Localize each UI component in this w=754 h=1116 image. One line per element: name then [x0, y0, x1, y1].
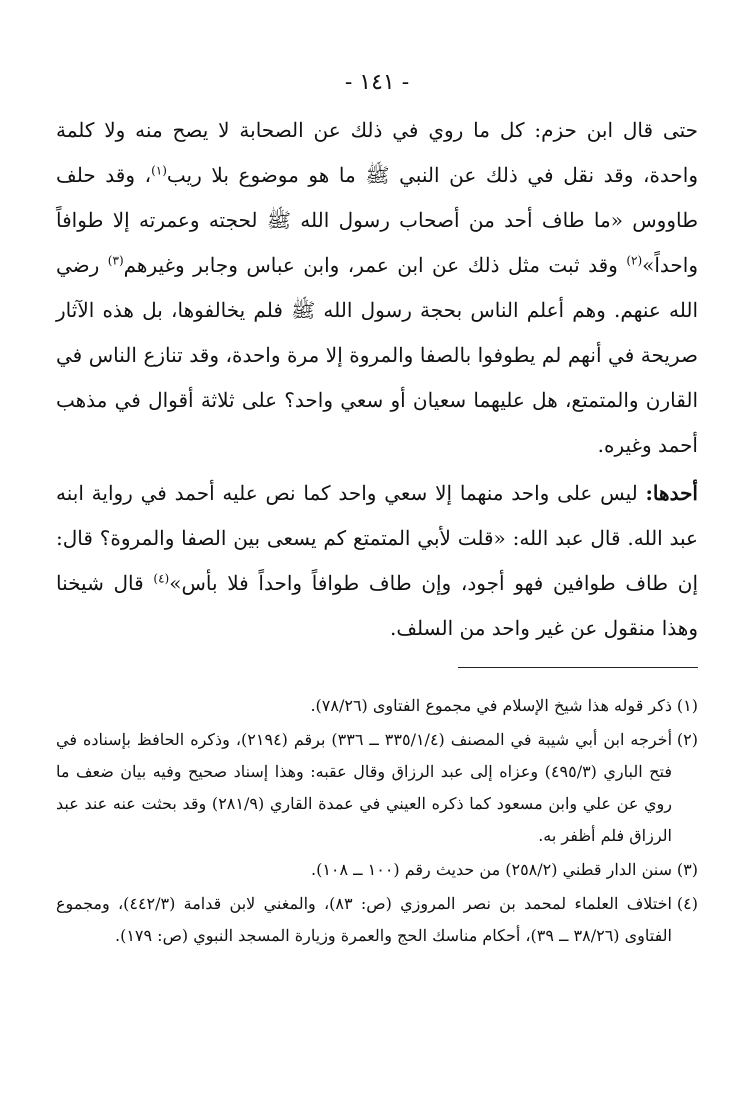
footnote-4-number: (٤) — [676, 894, 698, 913]
paragraph-2-part-2: قال شيخنا وهذا منقول عن غير واحد من السلف. — [56, 571, 698, 640]
footnote-3-number: (٣) — [676, 860, 698, 879]
paragraph-1-part-2: ، وقد حلف طاووس «ما طاف أحد من أصحاب رسول الله ﷺ لحجته وعمرته إلا طوافاً واحداً» — [56, 163, 699, 277]
paragraph-2-part-1: ليس على واحد منهما إلا سعي واحد كما نص عليه أحمد في رواية ابنه عبد الله. قال عبد الله: «قلت لأبي المتمتع كم يسعى بين الصفا والمروة؟ قال: إن طاف طوافين فهو أجود، وإن طاف طوافاً واحداً فلا بأس» — [56, 481, 699, 595]
paragraph-1 — [56, 108, 698, 468]
footnote-ref-1: (١) — [151, 163, 167, 178]
main-text — [56, 108, 698, 651]
paragraph-2 — [56, 471, 698, 651]
footnote-divider — [458, 667, 698, 668]
footnote-ref-2: (٢) — [626, 253, 643, 268]
footnotes — [56, 690, 698, 954]
footnote-1 — [56, 690, 698, 722]
footnote-1-text: ذكر قوله هذا شيخ الإسلام في مجموع الفتاوى (٧٨/٢٦). — [310, 696, 672, 715]
paragraph-1-part-4: رضي الله عنهم. وهم أعلم الناس بحجة رسول الله ﷺ فلم يخالفوها، بل هذه الآثار صريحة في أنهم لم يطوفوا بالصفا والمروة إلا مرة واحدة، وقد تنازع الناس في القارن والمتمتع، هل عليهما سعيان أو سعي واحد؟ على ثلاثة أقوال في مذهب أحمد وغيره. — [56, 253, 698, 457]
footnote-3-text: سنن الدار قطني (٢٥٨/٢) من حديث رقم (١٠٠ ــ ١٠٨). — [310, 860, 672, 879]
paragraph-1-part-3: وقد ثبت مثل ذلك عن ابن عمر، وابن عباس وجابر وغيرهم — [123, 253, 627, 277]
page-number: - ١٤١ - — [344, 70, 410, 95]
footnote-2-number: (٢) — [676, 730, 698, 749]
footnote-1-number: (١) — [676, 696, 698, 715]
footnote-ref-4: (٤) — [153, 571, 170, 586]
footnote-ref-3: (٣) — [107, 253, 124, 268]
paragraph-1-part-1: حتى قال ابن حزم: كل ما روي في ذلك عن الصحابة لا يصح منه ولا كلمة واحدة، وقد نقل في ذلك عن النبي ﷺ ما هو موضوع بلا ريب — [56, 118, 698, 187]
footnote-2 — [56, 724, 698, 852]
footnote-2-text: أخرجه ابن أبي شيبة في المصنف (٣٣٥/١/٤ ــ ٣٣٦) برقم (٢١٩٤)، وذكره الحافظ بإسناده في فتح الباري (٤٩٥/٣) وعزاه إلى عبد الرزاق وقال عقبه: وهذا إسناد صحيح وفيه بيان ضعف ما روي عن علي وابن مسعود كما ذكره العيني في عمدة القاري (٢٨١/٩) وقد بحثت عنه عند عبد الرزاق فلم أظفر به. — [56, 730, 673, 845]
paragraph-2-lead: أحدها: — [645, 481, 698, 505]
footnote-3 — [56, 854, 698, 886]
footnote-4-text: اختلاف العلماء لمحمد بن نصر المروزي (ص: ٨٣)، والمغني لابن قدامة (٤٤٢/٣)، ومجموع الفتاوى (٣٨/٢٦ ــ ٣٩)، أحكام مناسك الحج والعمرة وزيارة المسجد النبوي (ص: ١٧٩). — [56, 894, 672, 945]
footnote-4 — [56, 888, 698, 952]
